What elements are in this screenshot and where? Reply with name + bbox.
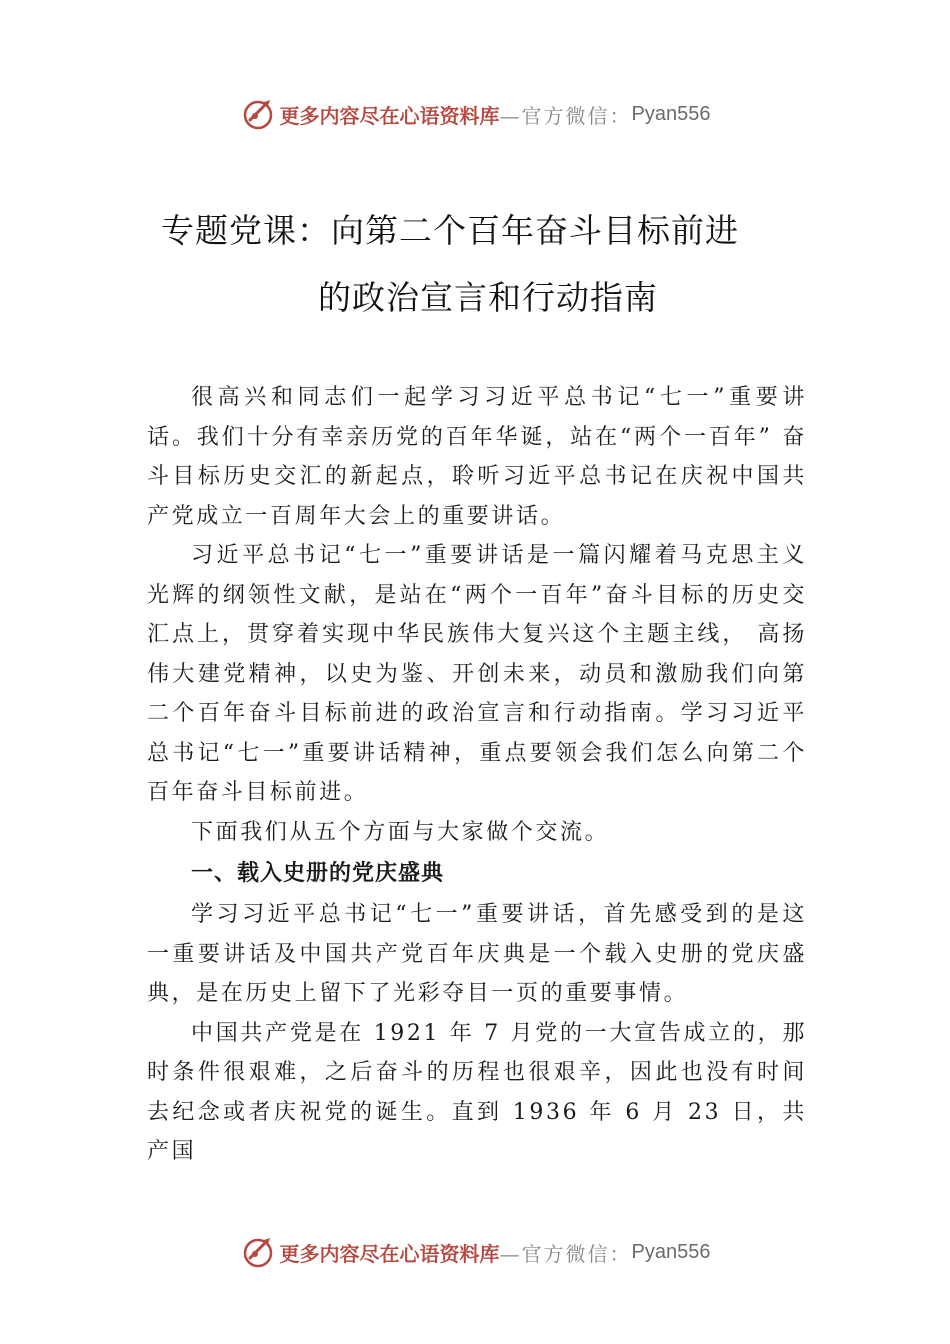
paragraph-2: 习近平总书记“七一”重要讲话是一篇闪耀着马克思主义光辉的纲领性文献，是站在“两个一百年”奋斗目标的历史交汇点上，贯穿着实现中华民族伟大复兴这个主题主线， 高扬伟大建党精神，以史为鉴、开创未来，动员和激励我们向第二个百年奋斗目标前进的政治宣言和行动指南。学习习近平总书记“七一”重要讲话精神，重点要领会我们怎么向第二个百年奋斗目标前进。 <box>147 543 807 805</box>
paragraph-3: 下面我们从五个方面与大家做个交流。 <box>191 819 610 845</box>
doc-title-line1: 专题党课：向第二个百年奋斗目标前进 <box>161 211 739 250</box>
banner-wechat-label: —官方微信： <box>499 103 632 128</box>
banner-site-name: 更多内容尽在心语资料库 <box>279 103 500 128</box>
section-heading-1: 一、载入史册的党庆盛典 <box>191 861 445 886</box>
header-banner <box>0 94 950 134</box>
banner-wechat-id: Pyan556 <box>631 1240 711 1263</box>
paragraph-5: 中国共产党是在 1921 年 7 月党的一大宣告成立的，那时条件很艰难，之后奋斗的历程也很艰辛，因此也没有时间去纪念或者庆祝党的诞生。直到 1936 年 6 月 23 日，共产国 <box>147 1020 807 1164</box>
banner-wechat-id: Pyan556 <box>631 102 711 125</box>
paragraph-1: 很高兴和同志们一起学习习近平总书记“七一”重要讲话。我们十分有幸亲历党的百年华诞，站在“两个一百年” 奋斗目标历史交汇的新起点，聆听习近平总书记在庆祝中国共产党成立一百周年大会上的重要讲话。 <box>147 385 807 529</box>
logo-icon <box>240 1234 276 1270</box>
logo-icon <box>240 96 276 132</box>
footer-banner <box>0 1232 950 1272</box>
paragraph-4: 学习习近平总书记“七一”重要讲话，首先感受到的是这一重要讲话及中国共产党百年庆典是一个载入史册的党庆盛典，是在历史上留下了光彩夺目一页的重要事情。 <box>147 902 807 1006</box>
banner-site-name: 更多内容尽在心语资料库 <box>279 1241 500 1266</box>
banner-wechat-label: —官方微信： <box>499 1241 632 1266</box>
doc-title-line2: 的政治宣言和行动指南 <box>318 278 658 317</box>
document-body <box>147 378 807 1172</box>
